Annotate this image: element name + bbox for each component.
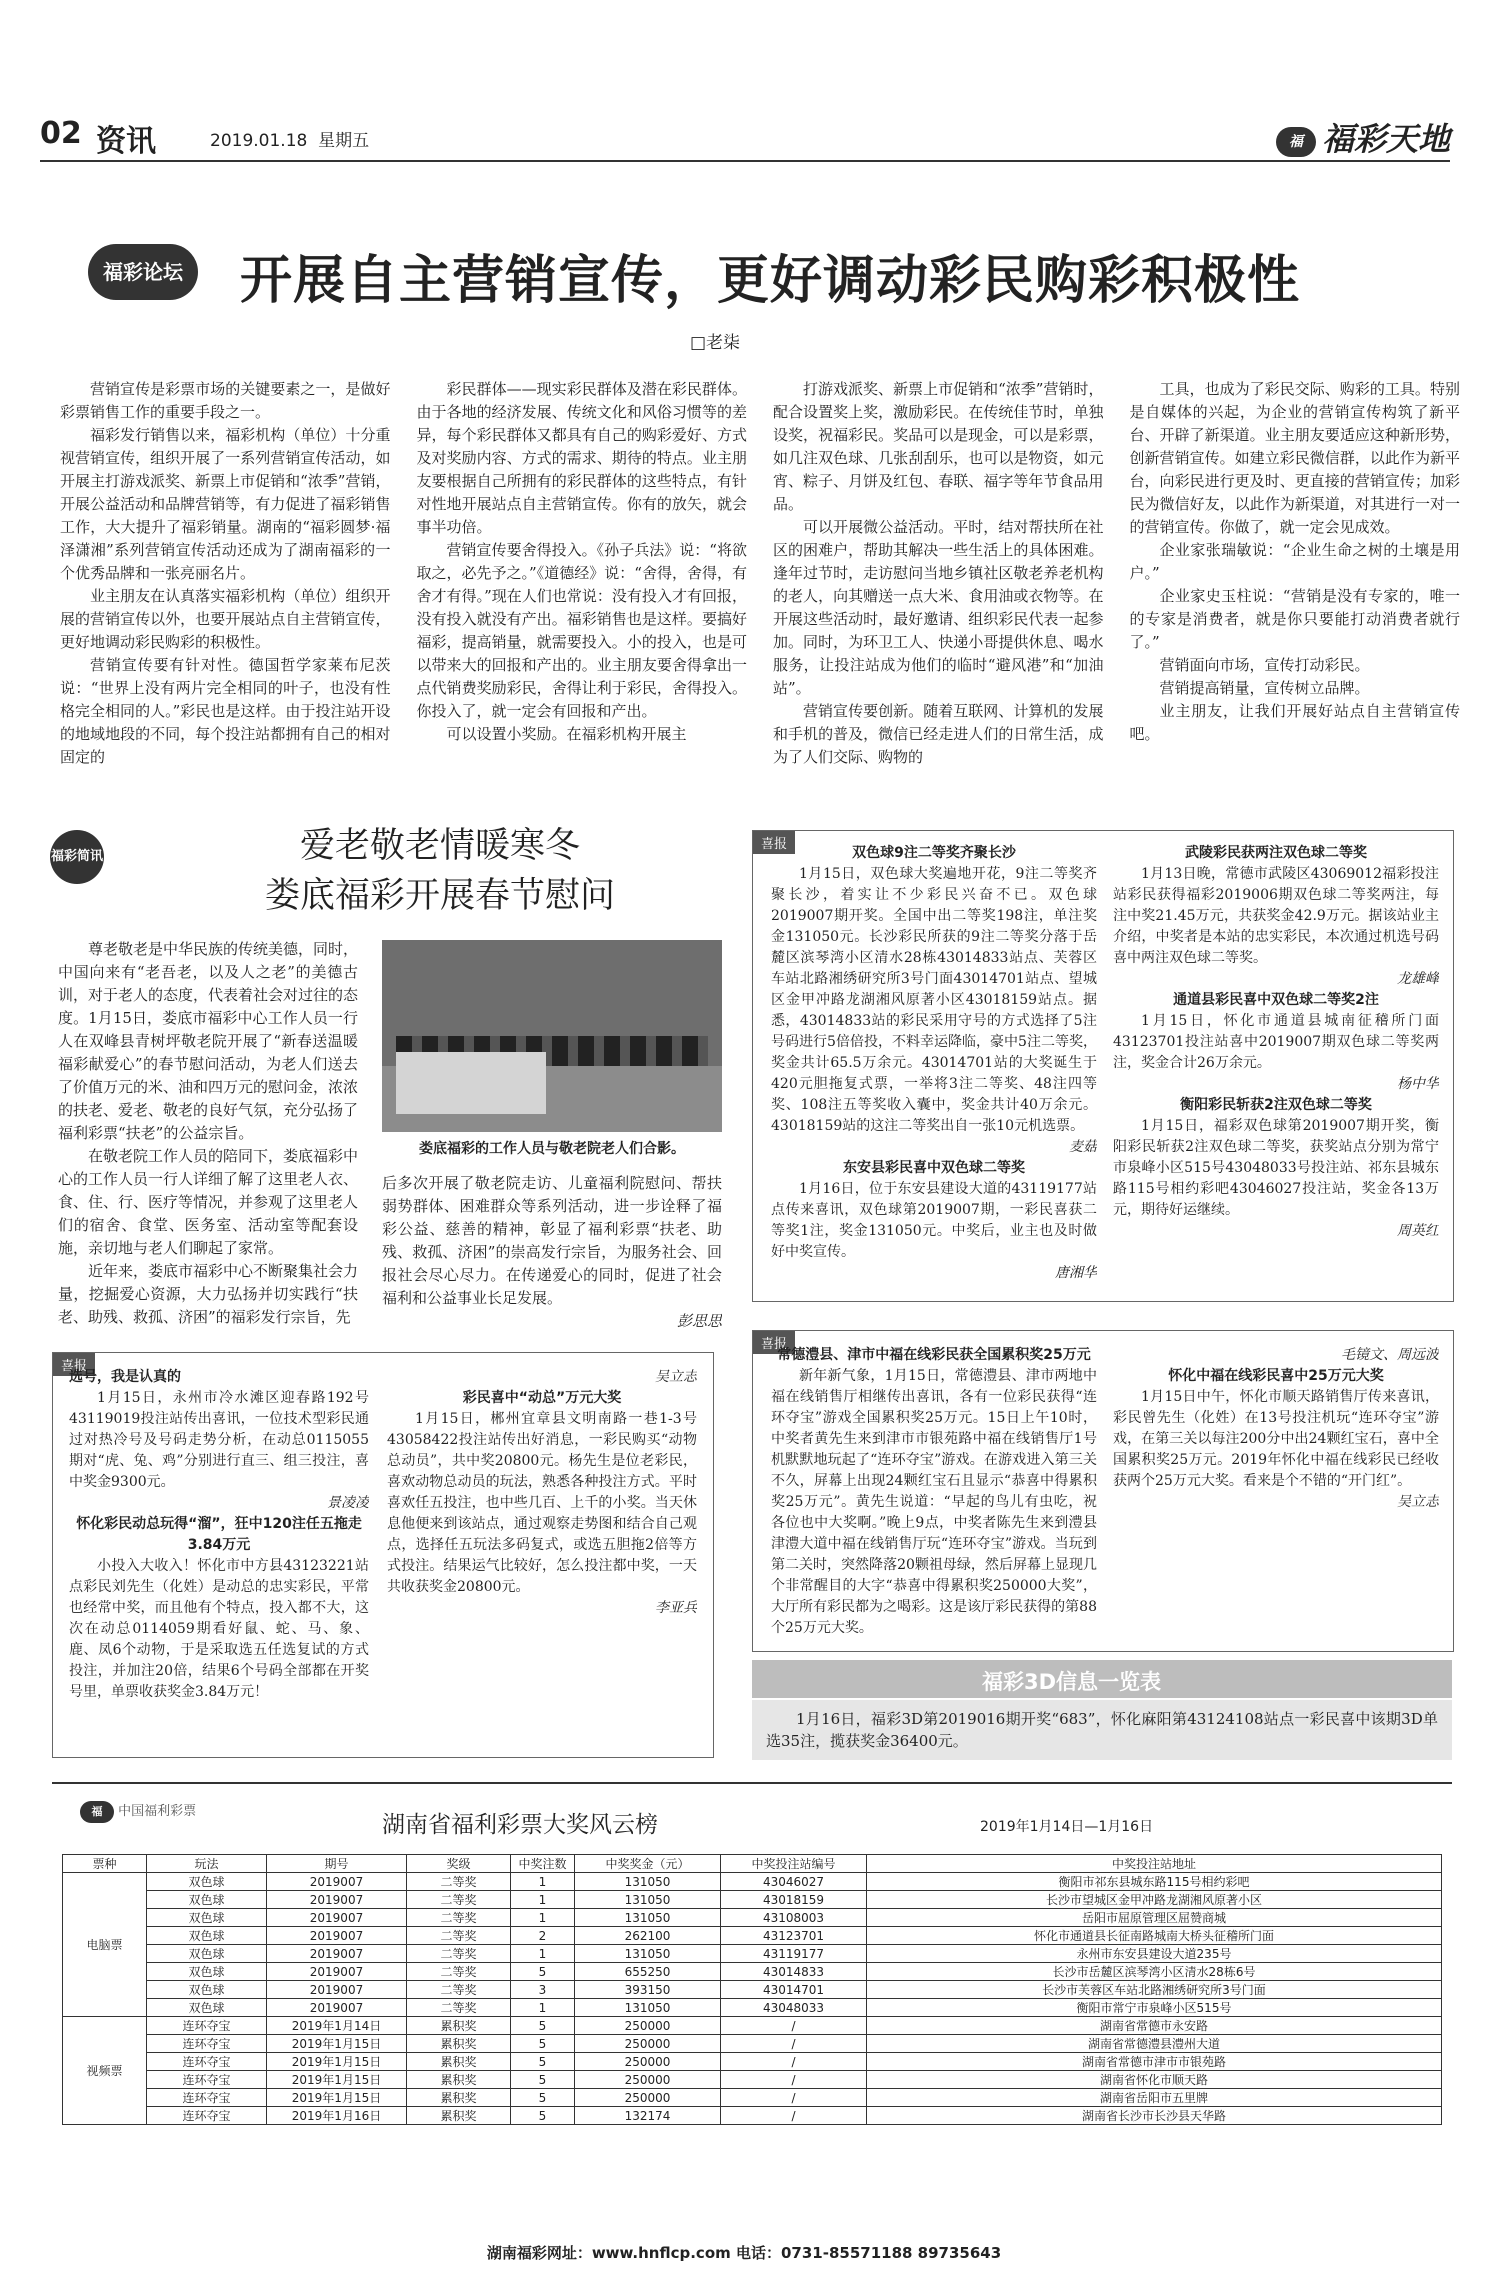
issue-date: 2019.01.18 星期五 xyxy=(210,131,370,151)
wins-box-computer xyxy=(752,830,1454,1302)
table-row xyxy=(63,2089,1442,2107)
table-cell: 1 xyxy=(511,1945,575,1963)
table-cell: 二等奖 xyxy=(407,1873,511,1891)
col-header: 中奖奖金（元） xyxy=(575,1855,721,1873)
news-logo-icon: 福彩简讯 xyxy=(50,830,104,884)
table-cell: 250000 xyxy=(575,2035,721,2053)
table-row xyxy=(63,1999,1442,2017)
col-header: 票种 xyxy=(63,1855,147,1873)
col-header: 中奖投注站编号 xyxy=(721,1855,867,1873)
table-cell: / xyxy=(721,2017,867,2035)
table-cell: 43046027 xyxy=(721,1873,867,1891)
table-cell: 1 xyxy=(511,1891,575,1909)
page-header xyxy=(40,110,1450,162)
photo-caption: 娄底福彩的工作人员与敬老院老人们合影。 xyxy=(419,1141,685,1157)
table-cell: / xyxy=(721,2035,867,2053)
table-cell: 连环夺宝 xyxy=(147,2107,267,2125)
table-cell: 衡阳市祁东县城东路115号相约彩吧 xyxy=(867,1873,1442,1891)
table-cell: 二等奖 xyxy=(407,1999,511,2017)
table-cell: 5 xyxy=(511,1963,575,1981)
table-cell: 湖南省常德市永安路 xyxy=(867,2017,1442,2035)
table-cell: 湖南省常德市津市市银苑路 xyxy=(867,2053,1442,2071)
table-cell: 43123701 xyxy=(721,1927,867,1945)
table-cell: 双色球 xyxy=(147,1909,267,1927)
table-cell: 3 xyxy=(511,1981,575,1999)
table-cell: 双色球 xyxy=(147,1963,267,1981)
table-cell: 2019007 xyxy=(267,1963,407,1981)
table-cell: 二等奖 xyxy=(407,1981,511,1999)
col-header: 奖级 xyxy=(407,1855,511,1873)
wins-column: 武陵彩民获两注双色球二等奖 1月13日晚，常德市武陵区43069012福彩投注站彩民获得福彩2019006期双色球二等奖两注，每注中奖21.45万元，共获奖金42.9万元。据该站业主介绍，中奖者是本站的忠实彩民，本次通过机选号码喜中两注双色球二等奖。 龙雄峰 通道县彩民喜中双色球二等奖2注 1月15日，怀化市通道县城南征稽所门面43123701投注站喜中2019007期双色球二等奖两注，奖金合计26万余元。 杨中华 衡阳彩民斩获2注双色球二等奖 1月15日，福彩双色球第2019007期开奖，衡阳彩民斩获2注双色球二等奖，获奖站点分别为常宁市泉峰小区515号43048033号投注站、祁东县城东路115号相约彩吧43046027投注站，奖金各13万元，期待好运继续。 周英红 xyxy=(1113,845,1439,1239)
table-cell: 累积奖 xyxy=(407,2035,511,2053)
table-cell: 250000 xyxy=(575,2053,721,2071)
forum-logo-icon: 福彩论坛 xyxy=(88,244,198,300)
col-header: 中奖投注站地址 xyxy=(867,1855,1442,1873)
table-cell: 2019007 xyxy=(267,1873,407,1891)
table-cell: 2019007 xyxy=(267,1999,407,2017)
box-label: 喜报 xyxy=(753,1331,795,1354)
group-photo xyxy=(382,940,722,1132)
article-column: 营销宣传是彩票市场的关键要素之一，是做好彩票销售工作的重要手段之一。 福彩发行销售以来，福彩机构（单位）十分重视营销宣传，组织开展了一系列营销宣传活动，如开展主打游戏派奖、新票上市促销和“浓季”营销，开展公益活动和品牌营销等，有力促进了福彩销售工作，大大提升了福彩销量。湖南的“福彩圆梦·福泽潇湘”系列营销宣传活动还成为了湖南福彩的一个优秀品牌和一张亮丽名片。 业主朋友在认真落实福彩机构（单位）组织开展的营销宣传以外，也要开展站点自主营销宣传，更好地调动彩民购彩的积极性。 营销宣传要有针对性。德国哲学家莱布尼茨说：“世界上没有两片完全相同的叶子，也没有性格完全相同的人。”彩民也是这样。由于投注站开设的地域地段的不同，每个投注站都拥有自己的相对固定的 xyxy=(60,380,391,766)
table-cell: 二等奖 xyxy=(407,1927,511,1945)
table-row xyxy=(63,2017,1442,2035)
table-cell: 2019年1月15日 xyxy=(267,2053,407,2071)
wins-box-dongzong xyxy=(52,1352,714,1758)
table-cell: 250000 xyxy=(575,2089,721,2107)
wins-box-video xyxy=(752,1330,1454,1652)
wins-column: 毛镜文、周远波 怀化中福在线彩民喜中25万元大奖 1月15日中午，怀化市顺天路销售厅传来喜讯，彩民曾先生（化姓）在13号投注机玩“连环夺宝”游戏，在第三关以每注200分中出24颗红宝石，喜中全国累积奖25万元。2019年怀化中福在线彩民已经收获两个25万元大奖。看来是个不错的“开门红”。 吴立志 xyxy=(1113,1347,1439,1510)
table-cell: 双色球 xyxy=(147,1999,267,2017)
table-cell: / xyxy=(721,2071,867,2089)
table-cell: 131050 xyxy=(575,1873,721,1891)
table-cell: 累积奖 xyxy=(407,2017,511,2035)
author: □老柒 xyxy=(690,333,741,353)
table-cell: 43018159 xyxy=(721,1891,867,1909)
table-cell: 5 xyxy=(511,2017,575,2035)
table-cell: 5 xyxy=(511,2035,575,2053)
feature-body-left: 尊老敬老是中华民族的传统美德，同时，中国向来有“老吾老，以及人之老”的美德古训，对于老人的态度，代表着社会对过往的态度。1月15日，娄底市福彩中心工作人员一行人在双峰县青树坪敬老院开展了“新春送温暖 福彩献爱心”的春节慰问活动，为老人们送去了价值万元的米、油和四万元的慰问金，浓浓的扶老、爱老、敬老的良好气氛，充分弘扬了福利彩票“扶老”的公益宗旨。 在敬老院工作人员的陪同下，娄底福彩中心的工作人员一行人详细了解了这里老人衣、食、住、行、医疗等情况，并参观了这里老人们的宿舍、食堂、医务室、活动室等配套设施，亲切地与老人们聊起了家常。 近年来，娄底市福彩中心不断聚集社会力量，挖掘爱心资源，大力弘扬并切实践行“扶老、助残、救孤、济困”的福彩发行宗旨，先 xyxy=(58,940,358,1326)
table-cell: 2019007 xyxy=(267,1909,407,1927)
table-row xyxy=(63,1873,1442,1891)
table-cell: 5 xyxy=(511,2107,575,2125)
table-cell: 湖南省怀化市顺天路 xyxy=(867,2071,1442,2089)
table-cell: 连环夺宝 xyxy=(147,2053,267,2071)
table-date-range: 2019年1月14日—1月16日 xyxy=(980,1819,1154,1835)
table-row xyxy=(63,1963,1442,1981)
wins-column: 选号，我是认真的 1月15日，永州市冷水滩区迎春路192号43119019投注站传出喜讯，一位技术型彩民通过对热冷号及号码走势分析，在动总0115055期对“虎、兔、鸡”分别进行直三、组三投注，喜中奖金9300元。 景凌凌 怀化彩民动总玩得“溜”，狂中120注任五拖走3.84万元 小投入大收入！怀化市中方县43123221站点彩民刘先生（化姓）是动总的忠实彩民，平常也经常中奖，而且他有个特点，投入都不大，这次在动总0114059期看好鼠、蛇、马、象、鹿、凤6个动物，于是采取选五任选复试的方式投注，并加注20倍，结果6个号码全部都在开奖号里，单票收获奖金3.84万元！ xyxy=(69,1369,369,1700)
table-cell: 1 xyxy=(511,1999,575,2017)
table-cell: 250000 xyxy=(575,2017,721,2035)
table-cell: 岳阳市屈原管理区屈赞商城 xyxy=(867,1909,1442,1927)
table-cell: 262100 xyxy=(575,1927,721,1945)
table-row xyxy=(63,2107,1442,2125)
section-name: 资讯 xyxy=(96,124,156,159)
table-cell: 双色球 xyxy=(147,1945,267,1963)
table-cell: 连环夺宝 xyxy=(147,2017,267,2035)
wins-column: 吴立志 彩民喜中“动总”万元大奖 1月15日，郴州宜章县文明南路一巷1-3号43058422投注站传出好消息，一彩民购买“动物总动员”，共中奖20800元。杨先生是位老彩民，喜欢动物总动员的玩法，熟悉各种投注方式。平时喜欢任五投注，也中些几百、上千的小奖。当天休息他便来到该站点，通过观察走势图和结合自己观点，选择任五玩法多码复式，或选五胆拖2倍等方式投注。结果运气比较好，怎么投注都中奖，一天共收获奖金20800元。 李亚兵 xyxy=(387,1369,697,1616)
table-cell: 2019年1月15日 xyxy=(267,2071,407,2089)
table-cell: 5 xyxy=(511,2053,575,2071)
table-cell: 二等奖 xyxy=(407,1945,511,1963)
info3d-body: 1月16日，福彩3D第2019016期开奖“683”，怀化麻阳第43124108站点一彩民喜中该期3D单选35注，揽获奖金36400元。 xyxy=(752,1700,1452,1760)
box-label: 喜报 xyxy=(53,1353,95,1376)
table-row xyxy=(63,1981,1442,1999)
table-cell: 43048033 xyxy=(721,1999,867,2017)
ticket-type-cell: 电脑票 xyxy=(63,1873,147,2017)
table-row xyxy=(63,2071,1442,2089)
article-columns xyxy=(60,378,1460,810)
table-cell: 累积奖 xyxy=(407,2089,511,2107)
article-column: 工具，也成为了彩民交际、购彩的工具。特别是自媒体的兴起，为企业的营销宣传构筑了新平台、开辟了新渠道。业主朋友要适应这种新形势，创新营销宣传。如建立彩民微信群，以此作为新平台，向彩民进行更及时、更直接的营销宣传；加彩民为微信好友，以此作为新渠道，对其进行一对一的营销宣传。你做了，就一定会见成效。 企业家张瑞敏说：“企业生命之树的土壤是用户。” 企业家史玉柱说：“营销是没有专家的，唯一的专家是消费者，就是你只要能打动消费者就行了。” 营销面向市场，宣传打动彩民。 营销提高销量，宣传树立品牌。 业主朋友，让我们开展好站点自主营销宣传吧。 xyxy=(1129,380,1460,743)
table-cell: 连环夺宝 xyxy=(147,2071,267,2089)
prize-table-section xyxy=(52,1782,1452,2244)
table-cell: 累积奖 xyxy=(407,2071,511,2089)
article-column: 彩民群体——现实彩民群体及潜在彩民群体。由于各地的经济发展、传统文化和风俗习惯等的差异，每个彩民群体又都具有自己的购彩爱好、方式及对奖励内容、方式的需求、期待的特点。业主朋友要根据自己所拥有的彩民群体的这些特点，有针对性地开展站点自主营销宣传。你有的放矢，就会事半功倍。 营销宣传要舍得投入。《孙子兵法》说：“将欲取之，必先予之。”《道德经》说：“舍得，舍得，有舍才有得。”现在人们也常说：没有投入才有回报，没有投入就没有产出。福彩销售也是这样。要搞好福彩，提高销量，就需要投入。小的投入，也是可以带来大的回报和产出的。业主朋友要舍得拿出一点代销费奖励彩民，舍得让利于彩民，舍得投入。你投入了，就一定会有回报和产出。 可以设置小奖励。在福彩机构开展主 xyxy=(416,380,747,743)
table-cell: 湖南省长沙市长沙县天华路 xyxy=(867,2107,1442,2125)
headline: 开展自主营销宣传，更好调动彩民购彩积极性 xyxy=(240,251,1301,311)
article-column: 打游戏派奖、新票上市促销和“浓季”营销时，配合设置奖上奖，激励彩民。在传统佳节时，单独设奖，祝福彩民。奖品可以是现金，可以是彩票，如几注双色球、几张刮刮乐，也可以是物资，如元宵、粽子、月饼及红包、春联、福字等年节食品用品。 可以开展微公益活动。平时，结对帮扶所在社区的困难户，帮助其解决一些生活上的具体困难。逢年过节时，走访慰问当地乡镇社区敬老养老机构的老人，向其赠送一点大米、食用油或衣物等。在开展这些活动时，最好邀请、组织彩民代表一起参加。同时，为环卫工人、快递小哥提供休息、喝水服务，让投注站成为他们的临时“避风港”和“加油站”。 营销宣传要创新。随着互联网、计算机的发展和手机的普及，微信已经走进人们的日常生活，成为了人们交际、购物的 xyxy=(773,380,1104,766)
col-header: 玩法 xyxy=(147,1855,267,1873)
col-header: 期号 xyxy=(267,1855,407,1873)
table-cell: 双色球 xyxy=(147,1927,267,1945)
table-cell: 1 xyxy=(511,1909,575,1927)
table-cell: 永州市东安县建设大道235号 xyxy=(867,1945,1442,1963)
table-cell: 43119177 xyxy=(721,1945,867,1963)
table-cell: 二等奖 xyxy=(407,1909,511,1927)
table-cell: 250000 xyxy=(575,2071,721,2089)
table-cell: 393150 xyxy=(575,1981,721,1999)
table-cell: 长沙市芙蓉区车站北路湘绣研究所3号门面 xyxy=(867,1981,1442,1999)
table-cell: 2019年1月14日 xyxy=(267,2017,407,2035)
table-row xyxy=(63,1945,1442,1963)
table-cell: 2019007 xyxy=(267,1945,407,1963)
table-cell: / xyxy=(721,2053,867,2071)
table-cell: 2019007 xyxy=(267,1927,407,1945)
table-cell: 2 xyxy=(511,1927,575,1945)
table-cell: 双色球 xyxy=(147,1891,267,1909)
table-cell: 二等奖 xyxy=(407,1963,511,1981)
table-row xyxy=(63,1909,1442,1927)
table-cell: 2019年1月16日 xyxy=(267,2107,407,2125)
table-row xyxy=(63,1891,1442,1909)
table-cell: 132174 xyxy=(575,2107,721,2125)
table-cell: 湖南省岳阳市五里牌 xyxy=(867,2089,1442,2107)
table-cell: 双色球 xyxy=(147,1873,267,1891)
table-cell: 累积奖 xyxy=(407,2053,511,2071)
table-cell: 累积奖 xyxy=(407,2107,511,2125)
table-cell: 二等奖 xyxy=(407,1891,511,1909)
footer: 湖南福彩网址：www.hnflcp.com 电话：0731-85571188 89735643 xyxy=(486,2244,1002,2262)
wins-column: 双色球9注二等奖齐聚长沙 1月15日，双色球大奖遍地开花，9注二等奖齐聚长沙，着实让不少彩民兴奋不已。双色球2019007期开奖。全国中出二等奖198注，单注奖金131050元。长沙彩民所获的9注二等奖分落于岳麓区滨琴湾小区清水28栋43014833站点、芙蓉区车站北路湘绣研究所3号门面43014701站点、望城区金甲冲路龙湖湘风原著小区43018159站点。据悉，43014833站的彩民采用守号的方式选择了5注号码进行5倍倍投，不料幸运降临，豪中5注二等奖，奖金共计65.5万余元。43014701站的大奖诞生于420元胆拖复式票，一举将3注二等奖、48注四等奖、108注五等奖收入囊中，奖金共计40万余元。43018159站的这注二等奖出自一张10元机选票。 麦菇 东安县彩民喜中双色球二等奖 1月16日，位于东安县建设大道的43119177站点传来喜讯，双色球第2019007期，一彩民喜获二等奖1注，奖金131050元。中奖后，业主也及时做好中奖宣传。 唐湘华 xyxy=(771,845,1097,1281)
page-number: 02 xyxy=(40,116,82,151)
table-cell: 长沙市岳麓区滨琴湾小区清水28栋6号 xyxy=(867,1963,1442,1981)
table-cell: 131050 xyxy=(575,1999,721,2017)
table-cell: 2019007 xyxy=(267,1981,407,1999)
table-cell: 2019007 xyxy=(267,1891,407,1909)
table-row xyxy=(63,2053,1442,2071)
table-cell: 131050 xyxy=(575,1891,721,1909)
table-cell: 43014701 xyxy=(721,1981,867,1999)
table-title: 湖南省福利彩票大奖风云榜 xyxy=(382,1812,658,1838)
table-cell: / xyxy=(721,2089,867,2107)
box-label: 喜报 xyxy=(753,831,795,854)
feature-body-right: 后多次开展了敬老院走访、儿童福利院慰问、帮扶弱势群体、困难群众等系列活动，进一步诠释了福彩公益、慈善的精神，彰显了福利彩票“扶老、助残、救孤、济困”的崇高发行宗旨，为服务社会、回报社会尽心尽力。在传递爱心的同时，促进了社会福利和公益事业长足发展。 彭思思 xyxy=(382,1174,722,1330)
table-row xyxy=(63,2035,1442,2053)
table-cell: 怀化市通道县长征南路城南大桥头征稽所门面 xyxy=(867,1927,1442,1945)
table-cell: 2019年1月15日 xyxy=(267,2035,407,2053)
table-cell: 655250 xyxy=(575,1963,721,1981)
table-cell: 衡阳市常宁市泉峰小区515号 xyxy=(867,1999,1442,2017)
brand-title: 福 福彩天地 xyxy=(1276,114,1450,160)
table-cell: 43014833 xyxy=(721,1963,867,1981)
table-logo: 福 中国福利彩票 xyxy=(80,1800,196,1823)
wins-column: 常德澧县、津市中福在线彩民获全国累积奖25万元 新年新气象，1月15日，常德澧县、津市两地中福在线销售厅相继传出喜讯，各有一位彩民获得“连环夺宝”游戏全国累积奖25万元。15日上午10时，中奖者黄先生来到津市市银苑路中福在线销售厅1号机默默地玩起了“连环夺宝”游戏。在游戏进入第三关不久，屏幕上出现24颗红宝石且显示“恭喜中得累积奖25万元”。黄先生说道：“早起的鸟儿有虫吃，祝各位也中大奖啊。”晚上9点，中奖者陈先生来到澧县津澧大道中福在线销售厅玩“连环夺宝”游戏。当玩到第二关时，突然降落20颗祖母绿，然后屏幕上显现几个非常醒目的大字“恭喜中得累积奖250000大奖”，大厅所有彩民都为之喝彩。这是该厅彩民获得的第88个25万元大奖。 xyxy=(771,1347,1097,1636)
table-cell: 5 xyxy=(511,2089,575,2107)
feature-title: 爱老敬老情暖寒冬 娄底福彩开展春节慰问 xyxy=(264,826,615,916)
table-cell: 湖南省常德澧县澧州大道 xyxy=(867,2035,1442,2053)
table-cell: / xyxy=(721,2107,867,2125)
table-row xyxy=(63,1927,1442,1945)
table-cell: 2019年1月15日 xyxy=(267,2089,407,2107)
ticket-type-cell: 视频票 xyxy=(63,2017,147,2125)
table-cell: 长沙市望城区金甲冲路龙湖湘风原著小区 xyxy=(867,1891,1442,1909)
table-cell: 连环夺宝 xyxy=(147,2035,267,2053)
table-cell: 131050 xyxy=(575,1909,721,1927)
table-cell: 连环夺宝 xyxy=(147,2089,267,2107)
table-header-row xyxy=(63,1855,1442,1873)
fucai-logo-icon: 福 xyxy=(80,1801,114,1823)
table-cell: 43108003 xyxy=(721,1909,867,1927)
info3d-title: 福彩3D信息一览表 xyxy=(752,1660,1452,1698)
fucai-logo-icon: 福 xyxy=(1276,127,1316,157)
table-cell: 131050 xyxy=(575,1945,721,1963)
prize-table xyxy=(62,1854,1442,2125)
table-cell: 双色球 xyxy=(147,1981,267,1999)
col-header: 中奖注数 xyxy=(511,1855,575,1873)
table-cell: 5 xyxy=(511,2071,575,2089)
table-cell: 1 xyxy=(511,1873,575,1891)
